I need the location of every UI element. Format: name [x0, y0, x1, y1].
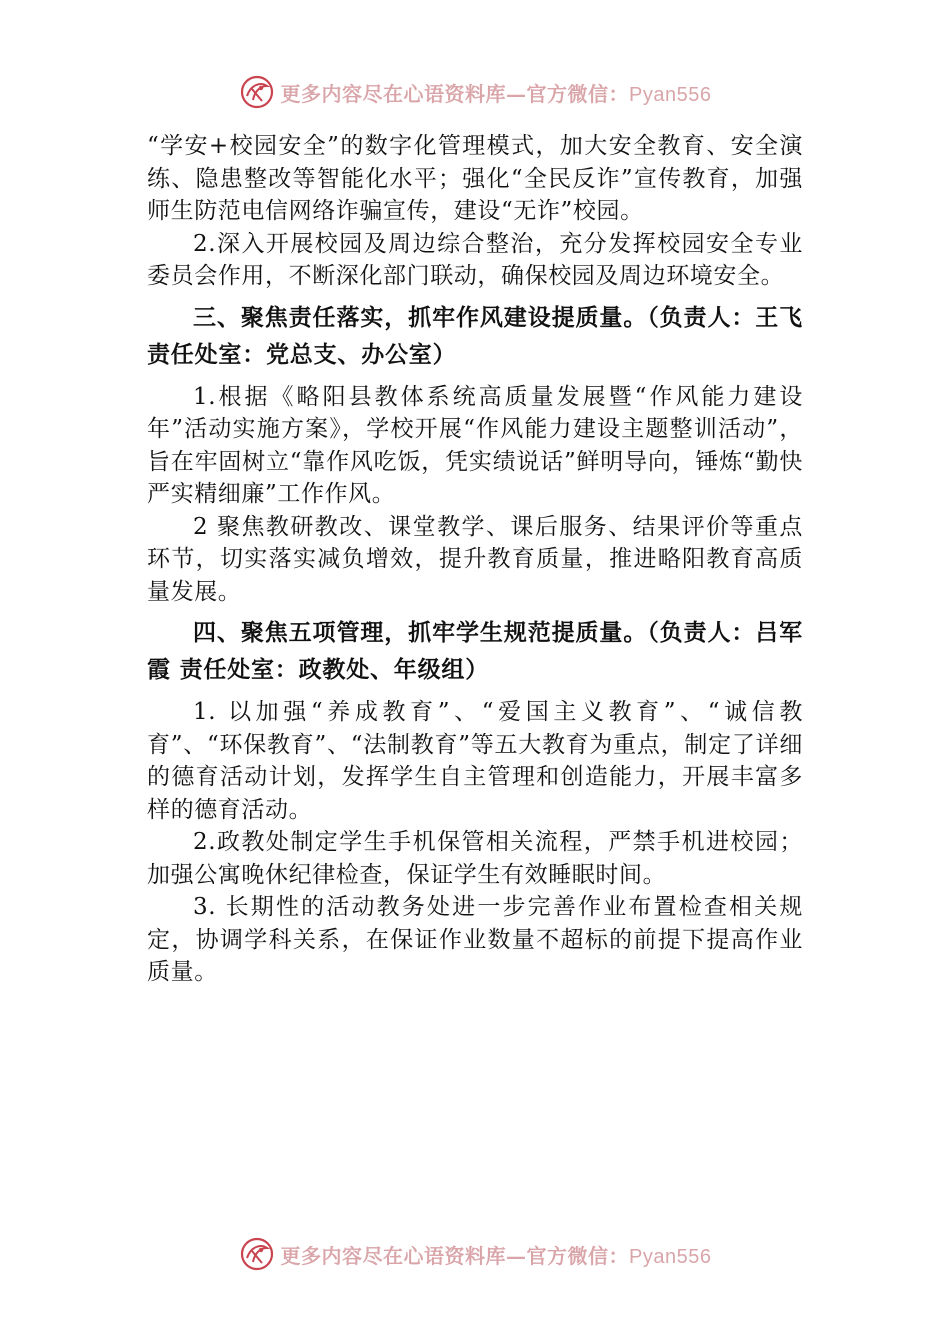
paragraph: 1. 以加强“养成教育”、“爱国主义教育”、“诚信教育”、“环保教育”、“法制教育”等五大教育为重点，制定了详细的德育活动计划，发挥学生自主管理和创造能力，开展丰富多样的德育活动。	[147, 699, 803, 823]
paragraph: 1.根据《略阳县教体系统高质量发展暨“作风能力建设年”活动实施方案》，学校开展“作风能力建设主题整训活动”，旨在牢固树立“靠作风吃饭，凭实绩说话”鲜明导向，锤炼“勤快严实精细廉”工作作风。	[147, 383, 803, 507]
watermark-logo-icon	[239, 74, 275, 110]
watermark-footer	[0, 1232, 950, 1276]
watermark-header	[0, 70, 950, 114]
section-heading: 四、聚焦五项管理，抓牢学生规范提质量。（负责人：吕军霞 责任处室：政教处、年级组）	[147, 619, 803, 683]
watermark-logo-icon	[239, 1236, 275, 1272]
paragraph: 2 聚焦教研教改、课堂教学、课后服务、结果评价等重点环节，切实落实减负增效，提升教育质量，推进略阳教育高质量发展。	[147, 513, 803, 605]
paragraph: “学安+校园安全”的数字化管理模式，加大安全教育、安全演练、隐患整改等智能化水平；强化“全民反诈”宣传教育，加强师生防范电信网络诈骗宣传，建设“无诈”校园。	[147, 133, 803, 224]
document-body	[147, 130, 803, 989]
watermark-wechat-id: Pyan556	[629, 1245, 712, 1268]
section-heading: 三、聚焦责任落实，抓牢作风建设提质量。（负责人：王飞 责任处室：党总支、办公室）	[147, 303, 803, 368]
watermark-text: 更多内容尽在心语资料库—官方微信：Pyan556	[280, 1243, 712, 1268]
paragraph: 2.深入开展校园及周边综合整治，充分发挥校园安全专业委员会作用，不断深化部门联动，确保校园及周边环境安全。	[147, 230, 803, 289]
paragraph: 2.政教处制定学生手机保管相关流程，严禁手机进校园；加强公寓晚休纪律检查，保证学生有效睡眠时间。	[147, 829, 803, 888]
paragraph: 3. 长期性的活动教务处进一步完善作业布置检查相关规定，协调学科关系，在保证作业数量不超标的前提下提高作业质量。	[147, 894, 803, 985]
watermark-text: 更多内容尽在心语资料库—官方微信：Pyan556	[280, 81, 712, 106]
watermark-wechat-id: Pyan556	[629, 83, 712, 106]
